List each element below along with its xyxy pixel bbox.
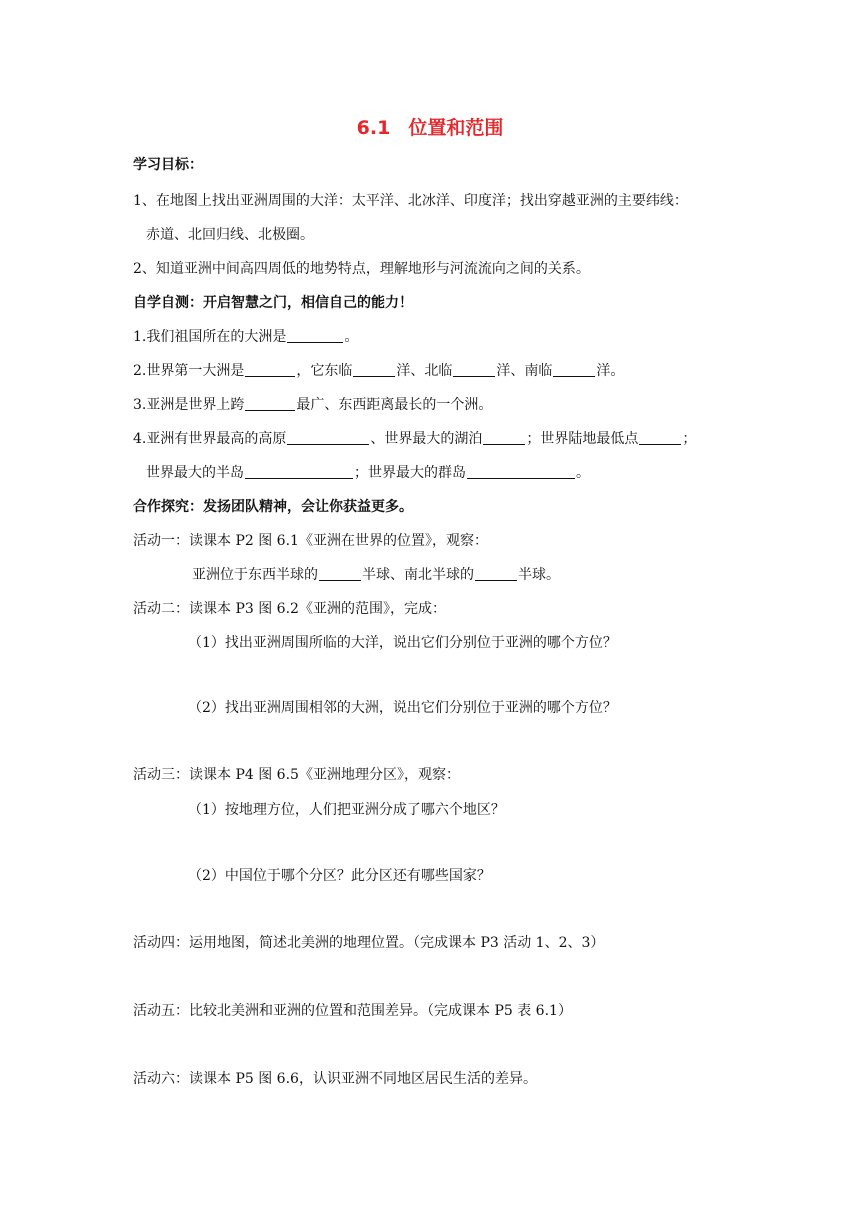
question-1-text: 1.我们祖国所在的大洲是 bbox=[133, 329, 287, 345]
question-1-text-end: 。 bbox=[344, 329, 359, 345]
section-title: 位置和范围 bbox=[408, 117, 504, 139]
question-4-continued bbox=[146, 464, 590, 482]
answer-blank[interactable] bbox=[287, 328, 343, 343]
objective-2: 2、知道亚洲中间高四周低的地势特点，理解地形与河流流向之间的关系。 bbox=[133, 261, 590, 277]
activity-3-question-2: （2）中国位于哪个分区？此分区还有哪些国家？ bbox=[188, 868, 491, 884]
question-4-text: 4.亚洲有世界最高的高原 bbox=[133, 431, 287, 447]
answer-blank[interactable] bbox=[639, 430, 681, 445]
answer-blank[interactable] bbox=[287, 430, 369, 445]
question-2-text: 洋、南临 bbox=[496, 363, 553, 379]
activity-5: 活动五：比较北美洲和亚洲的位置和范围差异。（完成课本 P5 表 6.1） bbox=[133, 1003, 572, 1019]
answer-blank[interactable] bbox=[453, 362, 495, 377]
activity-3-question-1: （1）按地理方位，人们把亚洲分成了哪六个地区？ bbox=[188, 802, 505, 818]
question-4-text: 世界最大的半岛 bbox=[146, 465, 244, 481]
answer-blank[interactable] bbox=[319, 566, 361, 581]
question-4 bbox=[133, 430, 696, 448]
question-3 bbox=[133, 396, 492, 414]
answer-blank[interactable] bbox=[475, 566, 517, 581]
question-4-text: ； bbox=[682, 431, 697, 447]
question-2-text: 洋、北临 bbox=[396, 363, 453, 379]
objective-1-line-2: 赤道、北回归线、北极圈。 bbox=[146, 227, 314, 243]
coop-heading: 合作探究：发扬团队精神，会让你获益更多。 bbox=[133, 499, 413, 515]
question-4-text: 。 bbox=[576, 465, 590, 481]
question-3-text: 3.亚洲是世界上跨 bbox=[133, 397, 245, 413]
activity-6: 活动六：读课本 P5 图 6.6，认识亚洲不同地区居民生活的差异。 bbox=[133, 1071, 537, 1087]
question-1 bbox=[133, 328, 358, 346]
question-4-text: ；世界陆地最低点 bbox=[526, 431, 639, 447]
question-2-text: 洋。 bbox=[596, 363, 625, 379]
answer-blank[interactable] bbox=[245, 396, 295, 411]
activity-2-question-2: （2）找出亚洲周围相邻的大洲，说出它们分别位于亚洲的哪个方位？ bbox=[188, 700, 617, 716]
question-2 bbox=[133, 362, 624, 380]
activity-4: 活动四：运用地图，简述北美洲的地理位置。（完成课本 P3 活动 1、2、3） bbox=[133, 935, 605, 951]
question-4-text: 、世界最大的湖泊 bbox=[370, 431, 483, 447]
activity-2-label: 活动二：读课本 P3 图 6.2《亚洲的范围》，完成： bbox=[133, 601, 446, 617]
answer-blank[interactable] bbox=[353, 362, 395, 377]
activity-2-question-1: （1）找出亚洲周围所临的大洋，说出它们分别位于亚洲的哪个方位？ bbox=[188, 635, 617, 651]
answer-blank[interactable] bbox=[467, 464, 575, 479]
page-title bbox=[0, 116, 860, 140]
section-number: 6.1 bbox=[356, 117, 391, 139]
question-2-text: 2.世界第一大洲是 bbox=[133, 363, 245, 379]
answer-blank[interactable] bbox=[483, 430, 525, 445]
objectives-heading: 学习目标： bbox=[133, 157, 203, 173]
activity-1-text: 半球、南北半球的 bbox=[362, 567, 474, 583]
activity-3-label: 活动三：读课本 P4 图 6.5《亚洲地理分区》，观察： bbox=[133, 767, 460, 783]
answer-blank[interactable] bbox=[245, 362, 295, 377]
answer-blank[interactable] bbox=[553, 362, 595, 377]
question-2-text: ，它东临 bbox=[296, 363, 353, 379]
question-3-text: 最广、东西距离最长的一个洲。 bbox=[296, 397, 493, 413]
activity-1-text: 亚洲位于东西半球的 bbox=[192, 567, 318, 583]
activity-1-text: 半球。 bbox=[518, 567, 560, 583]
activity-1-label: 活动一：读课本 P2 图 6.1《亚洲在世界的位置》，观察： bbox=[133, 533, 488, 549]
objective-1-line-1: 1、在地图上找出亚洲周围的大洋：太平洋、北冰洋、印度洋；找出穿越亚洲的主要纬线： bbox=[133, 193, 688, 209]
question-4-text: ；世界最大的群岛 bbox=[354, 465, 466, 481]
activity-1-question bbox=[192, 566, 560, 584]
answer-blank[interactable] bbox=[245, 464, 353, 479]
selftest-heading: 自学自测：开启智慧之门，相信自己的能力！ bbox=[133, 295, 413, 311]
